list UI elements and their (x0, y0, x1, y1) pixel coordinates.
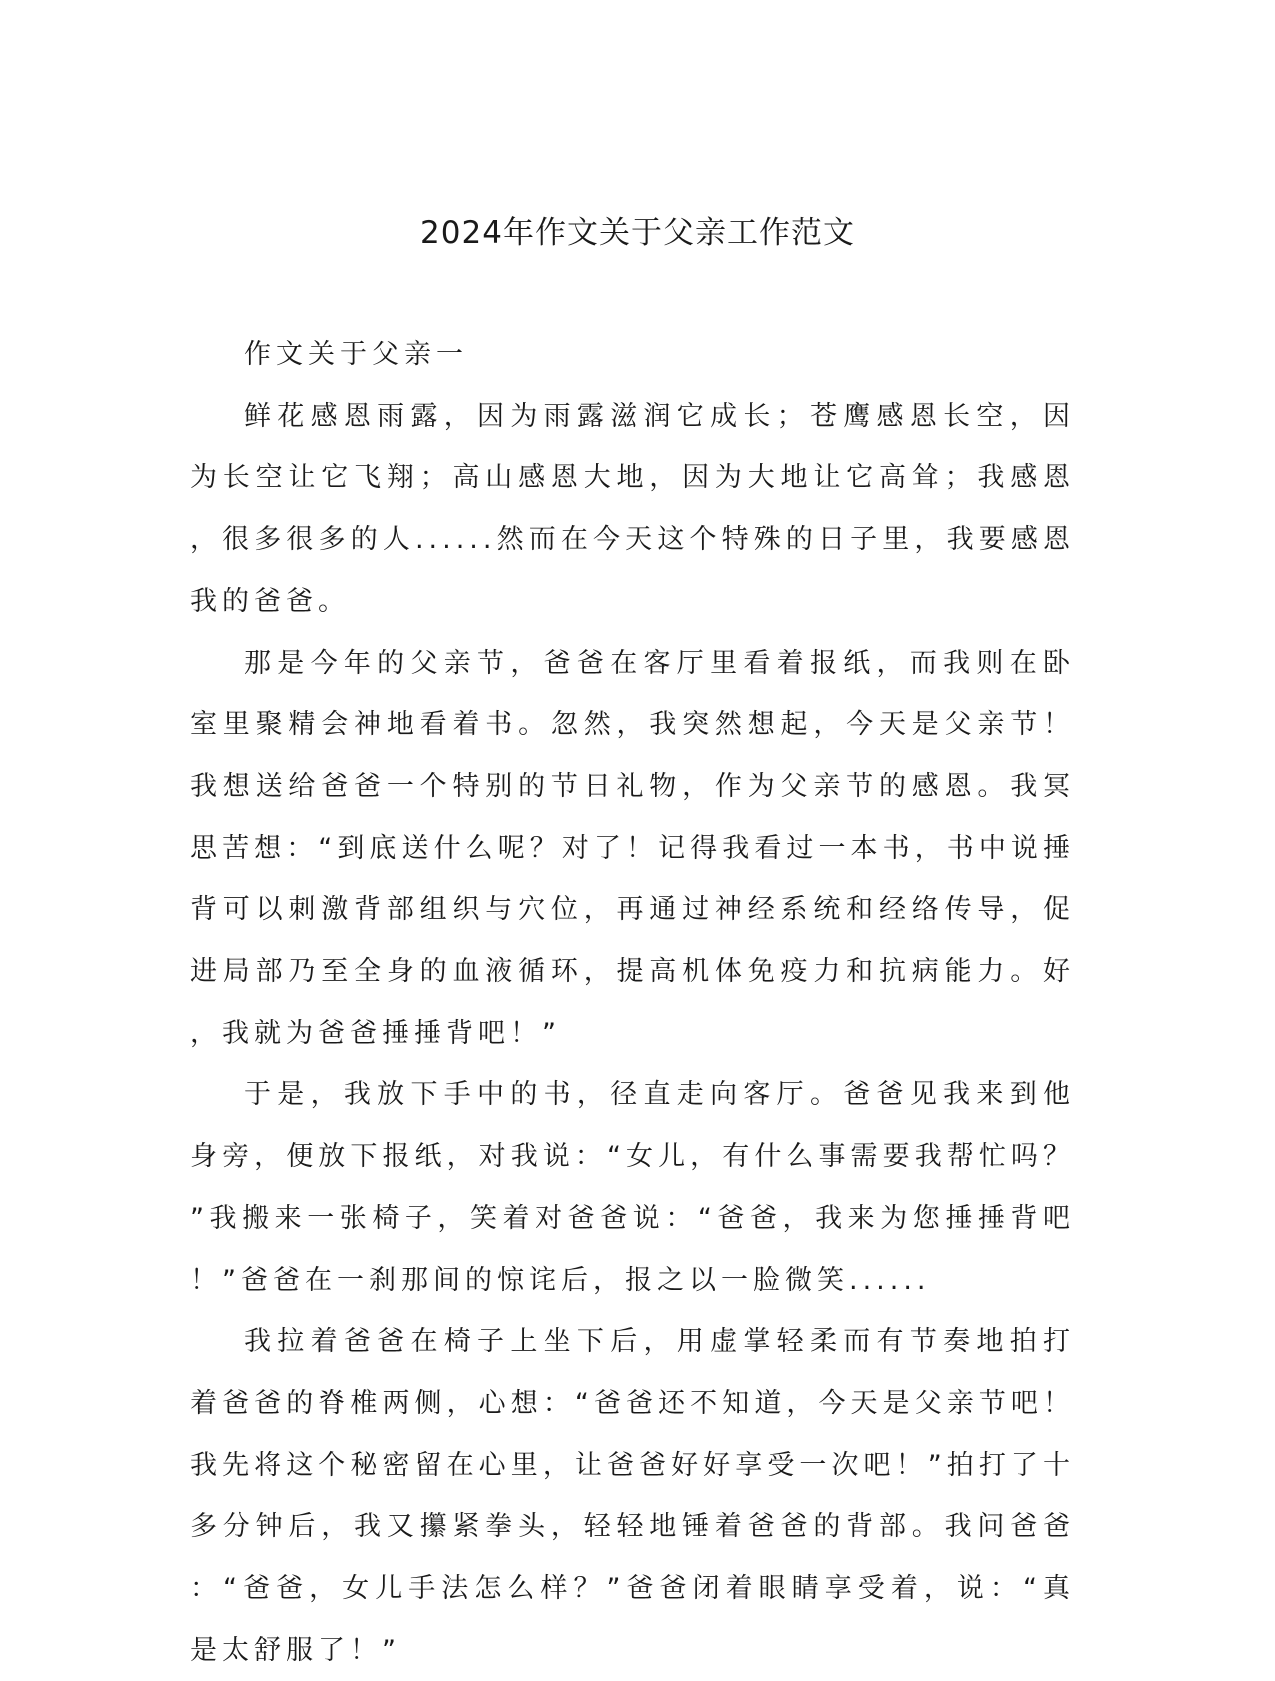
paragraph-2: 那是今年的父亲节，爸爸在客厅里看着报纸，而我则在卧室里聚精会神地看着书。忽然，我突然想起，今天是父亲节！我想送给爸爸一个特别的节日礼物，作为父亲节的感恩。我冥思苦想：“到底送什么呢？对了！记得我看过一本书，书中说捶背可以刺激背部组织与穴位，再通过神经系统和经络传导，促进局部乃至全身的血液循环，提高机体免疫力和抗病能力。好，我就为爸爸捶捶背吧！” (190, 647, 1075, 1049)
paragraph-1: 鲜花感恩雨露，因为雨露滋润它成长；苍鹰感恩长空，因为长空让它飞翔；高山感恩大地，因为大地让它高耸；我感恩，很多很多的人......然而在今天这个特殊的日子里，我要感恩我的爸爸。 (190, 400, 1075, 617)
document-title: 2024年作文关于父亲工作范文 (420, 215, 855, 251)
document-body (190, 324, 1075, 1681)
paragraph-4: 我拉着爸爸在椅子上坐下后，用虚掌轻柔而有节奏地拍打着爸爸的脊椎两侧，心想：“爸爸还不知道，今天是父亲节吧！我先将这个秘密留在心里，让爸爸好好享受一次吧！”拍打了十多分钟后，我又攥紧拳头，轻轻地锤着爸爸的背部。我问爸爸：“爸爸，女儿手法怎么样？”爸爸闭着眼睛享受着，说：“真是太舒服了！” (190, 1326, 1075, 1666)
paragraph-3: 于是，我放下手中的书，径直走向客厅。爸爸见我来到他身旁，便放下报纸，对我说：“女儿，有什么事需要我帮忙吗？”我搬来一张椅子，笑着对爸爸说：“爸爸，我来为您捶捶背吧！”爸爸在一刹那间的惊诧后，报之以一脸微笑...... (190, 1079, 1075, 1296)
section-heading: 作文关于父亲一 (244, 339, 468, 370)
